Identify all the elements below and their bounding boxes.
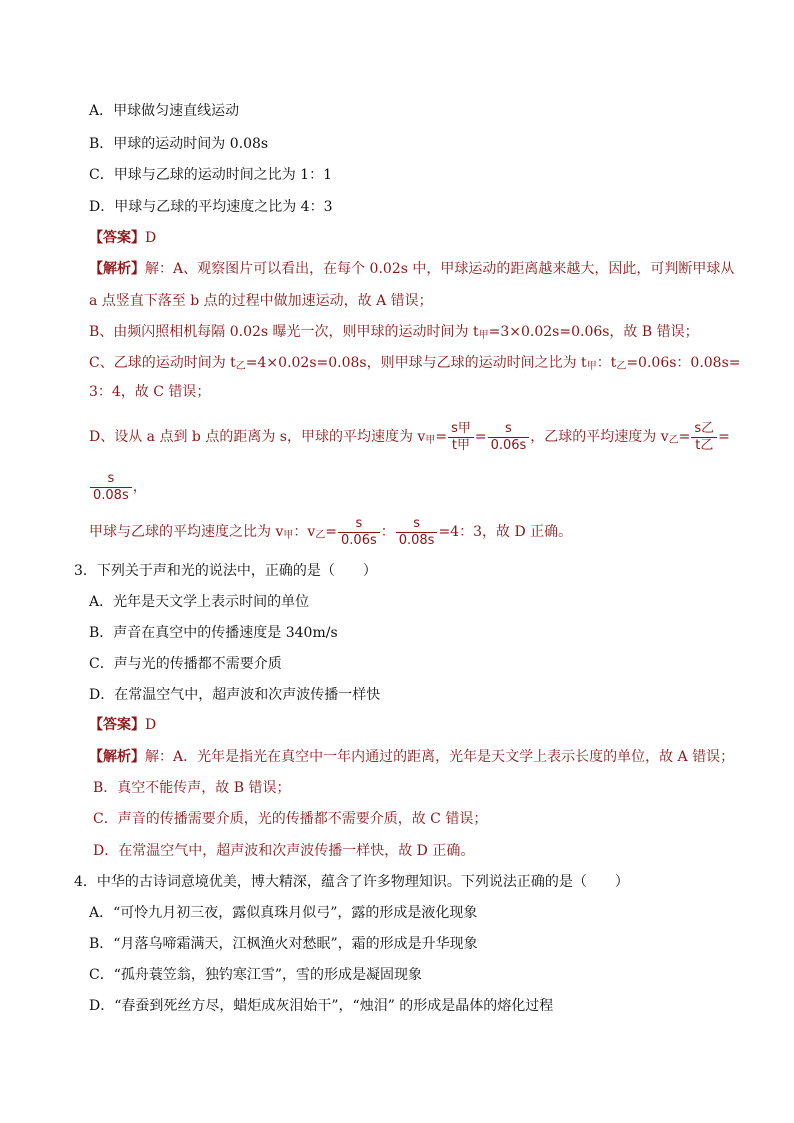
subscript: 乙 (235, 361, 246, 372)
q4-option-c: C．“孤舟蓑笠翁，独钓寒江雪”，雪的形成是凝固现象 (89, 967, 423, 983)
text-span: = (678, 429, 691, 445)
numerator: s (413, 515, 420, 531)
numerator: s甲 (451, 420, 471, 436)
q2-option-d: D．甲球与乙球的平均速度之比为 4：3 (89, 199, 333, 215)
q2-analysis-formula-line (89, 470, 147, 504)
fraction (338, 516, 380, 549)
q3-analysis-line: D．在常温空气中，超声波和次声波传播一样快，故 D 正确。 (93, 843, 475, 859)
answer-value: D (145, 717, 157, 733)
subscript: 乙 (315, 530, 326, 541)
q3-stem: 3．下列关于声和光的说法中，正确的是（ ） (74, 563, 377, 579)
subscript: 甲 (425, 435, 436, 446)
subscript: 甲 (283, 530, 294, 541)
text-span: B、由频闪照相机每隔 0.02s 曝光一次，则甲球的运动时间为 t (89, 324, 479, 340)
denominator: 0.08s (90, 487, 132, 504)
denominator: t乙 (691, 437, 717, 454)
answer-tag: 【答案】 (89, 230, 145, 246)
denominator: 0.06s (488, 437, 530, 454)
q2-analysis-line (89, 260, 734, 278)
q2-analysis-line (89, 354, 741, 376)
text-span: 甲球与乙球的平均速度之比为 v (89, 524, 284, 540)
q2-analysis-line: a 点竖直下落至 b 点的过程中做加速运动，故 A 错误； (89, 293, 433, 309)
q2-analysis-formula-line (89, 515, 572, 553)
text-span: =4：3，故 D 正确。 (438, 524, 573, 540)
q2-analysis-line: 3：4，故 C 错误； (89, 384, 211, 400)
q3-option-a: A．光年是天文学上表示时间的单位 (89, 594, 310, 610)
analysis-text: 解：A、观察图片可以看出，在每个 0.02s 中，甲球运动的距离越来越大，因此，可判断甲球从 (145, 261, 735, 277)
numerator: s (107, 470, 115, 486)
fraction (691, 421, 717, 454)
text-span: ，乙球的平均速度为 v (530, 429, 669, 445)
text-span: =0.06s：0.08s= (626, 355, 741, 371)
q4-stem: 4．中华的古诗词意境优美，博大精深，蕴含了许多物理知识。下列说法正确的是（ ） (74, 874, 629, 890)
text-span: ， (132, 479, 147, 495)
q2-analysis-line (89, 323, 699, 345)
text-span: ： (380, 524, 395, 540)
fraction (448, 421, 474, 454)
text-span: ：t (596, 355, 617, 371)
numerator: s (355, 515, 363, 531)
denominator: 0.08s (396, 532, 438, 549)
text-span: D、设从 a 点到 b 点的距离为 s，甲球的平均速度为 v (89, 429, 426, 445)
denominator: 0.06s (338, 532, 380, 549)
fraction (488, 421, 530, 454)
text-span: =3×0.02s=0.06s，故 B 错误； (488, 324, 699, 340)
q3-option-d: D．在常温空气中，超声波和次声波传播一样快 (89, 687, 381, 703)
q3-option-c: C．声与光的传播都不需要介质 (89, 656, 282, 672)
text-span: = (325, 524, 338, 540)
text-span: ：v (293, 524, 316, 540)
text-span: =4×0.02s=0.08s，则甲球与乙球的运动时间之比为 t (245, 355, 587, 371)
q2-option-a: A．甲球做匀速直线运动 (89, 103, 240, 119)
q2-option-b: B．甲球的运动时间为 0.08s (89, 136, 269, 152)
q3-option-b: B．声音在真空中的传播速度是 340m/s (89, 625, 338, 641)
q3-answer (89, 716, 156, 734)
q2-answer (89, 229, 156, 247)
text-span: C、乙球的运动时间为 t (89, 355, 236, 371)
fraction (396, 516, 438, 549)
answer-value: D (145, 230, 157, 246)
numerator: s乙 (694, 420, 715, 436)
analysis-tag: 【解析】 (89, 749, 145, 765)
fraction (90, 471, 132, 504)
text-span: = (474, 429, 487, 445)
numerator: s (505, 420, 512, 436)
subscript: 甲 (586, 361, 597, 372)
q3-analysis-line: B．真空不能传声，故 B 错误； (93, 780, 291, 796)
q4-option-a: A．“可怜九月初三夜，露似真珠月似弓”，露的形成是液化现象 (89, 905, 478, 921)
q3-analysis-line: C．声音的传播需要介质，光的传播都不需要介质，故 C 错误； (93, 811, 488, 827)
q4-option-d: D．“春蚕到死丝方尽，蜡炬成灰泪始干”，“烛泪” 的形成是晶体的熔化过程 (89, 998, 554, 1014)
q3-analysis-line (89, 748, 734, 766)
q4-option-b: B．“月落乌啼霜满天，江枫渔火对愁眠”，霜的形成是升华现象 (89, 936, 478, 952)
subscript: 乙 (616, 361, 627, 372)
text-span: = (435, 429, 448, 445)
q2-analysis-formula-line (89, 420, 730, 458)
subscript: 甲 (478, 330, 489, 341)
answer-tag: 【答案】 (89, 717, 145, 733)
analysis-tag: 【解析】 (89, 261, 145, 277)
text-span: = (718, 429, 730, 445)
analysis-text: 解：A．光年是指光在真空中一年内通过的距离，光年是天文学上表示长度的单位，故 A 错误； (145, 749, 735, 765)
denominator: t甲 (448, 437, 474, 454)
q2-option-c: C．甲球与乙球的运动时间之比为 1：1 (89, 167, 332, 183)
subscript: 乙 (668, 435, 679, 446)
